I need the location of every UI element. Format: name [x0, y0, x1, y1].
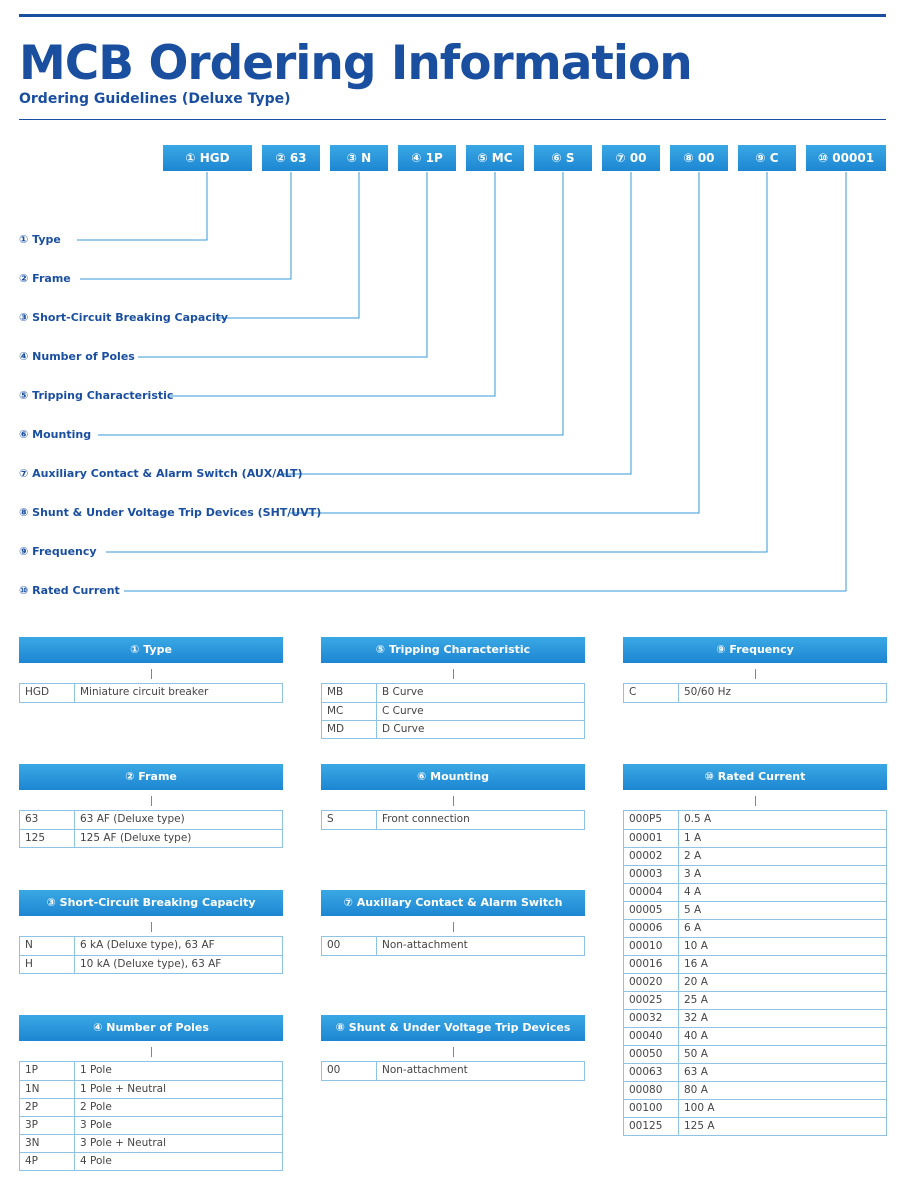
- table-cell-description: 100 A: [684, 1102, 715, 1114]
- table-cell-code: 00016: [624, 956, 679, 973]
- table-cell-description: 2 A: [684, 850, 702, 862]
- table-row: [20, 1134, 282, 1152]
- table-cell-description: 1 Pole + Neutral: [80, 1083, 167, 1095]
- table-cell-code: 00063: [624, 1064, 679, 1081]
- table-cell-description: 1 Pole: [80, 1064, 112, 1076]
- code-box-value: MC: [491, 151, 513, 165]
- table-row: [20, 1098, 282, 1116]
- table-cell-code: 00004: [624, 884, 679, 901]
- table-cell-description: 16 A: [684, 958, 708, 970]
- connector-frequency: [106, 172, 767, 552]
- field-label-frame: ② Frame: [19, 272, 71, 285]
- table-row: [624, 991, 886, 1009]
- table-row: [20, 829, 282, 847]
- connector-rated-current: [124, 172, 846, 591]
- table-body: [321, 1061, 585, 1081]
- table-cell-code: 1N: [20, 1081, 75, 1098]
- table-cell-code: 63: [20, 811, 75, 829]
- table-row: [624, 829, 886, 847]
- code-box-breaking: ③ N: [330, 145, 388, 171]
- table-body: [321, 810, 585, 830]
- table-cell-code: 00003: [624, 866, 679, 883]
- table-body: [623, 810, 887, 1136]
- table-cell-code: 00020: [624, 974, 679, 991]
- table-cell-description: C Curve: [382, 705, 424, 717]
- connector-breaking: [216, 172, 359, 318]
- table-header: ② Frame: [19, 764, 283, 790]
- table-cell-description: Non-attachment: [382, 1064, 468, 1076]
- table-cell-code: MC: [322, 703, 377, 720]
- table-row: [20, 684, 282, 702]
- code-box-value: 00: [629, 151, 647, 165]
- table-mounting: [321, 764, 585, 830]
- table-title: Number of Poles: [106, 1021, 209, 1034]
- table-cell-description: 5 A: [684, 904, 702, 916]
- table-tick-mark: [321, 790, 585, 810]
- table-cell-description: 125 AF (Deluxe type): [80, 832, 192, 844]
- table-row: [624, 1099, 886, 1117]
- table-cell-code: 00025: [624, 992, 679, 1009]
- table-cell-code: MB: [322, 684, 377, 702]
- table-cell-code: 00002: [624, 848, 679, 865]
- table-tick-mark: [321, 663, 585, 683]
- table-header: ⑩ Rated Current: [623, 764, 887, 790]
- table-cell-description: 3 Pole + Neutral: [80, 1137, 167, 1149]
- table-header: ⑦ Auxiliary Contact & Alarm Switch: [321, 890, 585, 916]
- connector-frame: [80, 172, 291, 279]
- table-row: [624, 1027, 886, 1045]
- code-box-value: S: [565, 151, 575, 165]
- table-tick-mark: [19, 916, 283, 936]
- table-cell-description: 50 A: [684, 1048, 708, 1060]
- table-row: [624, 847, 886, 865]
- code-box-tripping: ⑤ MC: [466, 145, 524, 171]
- table-title: Frame: [138, 770, 177, 783]
- table-cell-code: 00125: [624, 1118, 679, 1135]
- field-label-auxiliary: ⑦ Auxiliary Contact & Alarm Switch (AUX/ALT): [19, 467, 303, 480]
- code-box-frequency: ⑨ C: [738, 145, 796, 171]
- field-label-frequency: ⑨ Frequency: [19, 545, 97, 558]
- table-header: ④ Number of Poles: [19, 1015, 283, 1041]
- table-body: [321, 936, 585, 956]
- code-box-value: C: [769, 151, 779, 165]
- table-cell-description: 32 A: [684, 1012, 708, 1024]
- table-header: ⑨ Frequency: [623, 637, 887, 663]
- field-label-tripping: ⑤ Tripping Characteristic: [19, 389, 174, 402]
- code-box-type: ① HGD: [163, 145, 252, 171]
- table-cell-code: 00032: [624, 1010, 679, 1027]
- table-cell-description: 10 A: [684, 940, 708, 952]
- table-cell-code: 00080: [624, 1082, 679, 1099]
- table-tick-mark: [19, 790, 283, 810]
- table-title: Mounting: [430, 770, 490, 783]
- connector-tripping: [170, 172, 495, 396]
- table-header: ⑤ Tripping Characteristic: [321, 637, 585, 663]
- table-rated-current: [623, 764, 887, 1136]
- table-row: [322, 702, 584, 720]
- field-label-rated-current: ⑩ Rated Current: [19, 584, 120, 597]
- table-title: Tripping Characteristic: [388, 643, 531, 656]
- table-header: ⑧ Shunt & Under Voltage Trip Devices: [321, 1015, 585, 1041]
- table-title: Short-Circuit Breaking Capacity: [59, 896, 256, 909]
- table-auxiliary: [321, 890, 585, 956]
- table-row: [624, 1063, 886, 1081]
- table-row: [624, 865, 886, 883]
- table-cell-description: Non-attachment: [382, 939, 468, 951]
- page-title: MCB Ordering Information: [19, 36, 692, 91]
- table-cell-code: 00100: [624, 1100, 679, 1117]
- table-cell-description: 63 A: [684, 1066, 708, 1078]
- table-cell-code: MD: [322, 721, 377, 738]
- table-row: [20, 937, 282, 955]
- table-title: Auxiliary Contact & Alarm Switch: [356, 896, 563, 909]
- table-tick-mark: [623, 663, 887, 683]
- table-body: [623, 683, 887, 703]
- connector-poles: [138, 172, 427, 357]
- table-cell-code: 125: [20, 830, 75, 847]
- code-box-frame: ② 63: [262, 145, 320, 171]
- table-body: [19, 810, 283, 848]
- table-cell-description: 50/60 Hz: [684, 686, 732, 698]
- table-tick-mark: [321, 1041, 585, 1061]
- table-row: [322, 937, 584, 955]
- table-cell-description: 63 AF (Deluxe type): [80, 813, 185, 825]
- table-row: [624, 811, 886, 829]
- subtitle-rule: [19, 119, 886, 120]
- table-row: [20, 811, 282, 829]
- table-cell-description: 0.5 A: [684, 813, 712, 825]
- table-cell-code: 2P: [20, 1099, 75, 1116]
- table-cell-description: 1 A: [684, 832, 702, 844]
- table-cell-description: 20 A: [684, 976, 708, 988]
- field-label-type: ① Type: [19, 233, 61, 246]
- connector-shunt: [290, 172, 699, 513]
- table-row: [20, 1080, 282, 1098]
- table-cell-code: 00040: [624, 1028, 679, 1045]
- table-row: [322, 1062, 584, 1080]
- table-row: [624, 1009, 886, 1027]
- table-cell-code: N: [20, 937, 75, 955]
- table-cell-code: 00010: [624, 938, 679, 955]
- table-row: [624, 901, 886, 919]
- code-box-mounting: ⑥ S: [534, 145, 592, 171]
- table-cell-description: 10 kA (Deluxe type), 63 AF: [80, 958, 222, 970]
- table-frequency: [623, 637, 887, 703]
- table-row: [20, 1062, 282, 1080]
- table-cell-code: 00005: [624, 902, 679, 919]
- table-body: [19, 683, 283, 703]
- table-cell-code: 00: [322, 937, 377, 955]
- table-cell-code: 00050: [624, 1046, 679, 1063]
- table-shunt: [321, 1015, 585, 1081]
- table-row: [624, 684, 886, 702]
- table-cell-description: 25 A: [684, 994, 708, 1006]
- connector-type: [77, 172, 207, 240]
- table-tick-mark: [321, 916, 585, 936]
- table-cell-code: 1P: [20, 1062, 75, 1080]
- table-cell-code: 3P: [20, 1117, 75, 1134]
- table-row: [20, 1116, 282, 1134]
- table-poles: [19, 1015, 283, 1171]
- table-row: [322, 720, 584, 738]
- table-cell-description: 4 Pole: [80, 1155, 112, 1167]
- table-tripping: [321, 637, 585, 739]
- table-cell-description: 40 A: [684, 1030, 708, 1042]
- table-cell-description: 6 A: [684, 922, 702, 934]
- table-row: [624, 937, 886, 955]
- table-cell-code: 4P: [20, 1153, 75, 1170]
- table-cell-code: HGD: [20, 684, 75, 702]
- field-label-mounting: ⑥ Mounting: [19, 428, 92, 441]
- table-cell-description: 6 kA (Deluxe type), 63 AF: [80, 939, 215, 951]
- table-cell-description: 3 Pole: [80, 1119, 112, 1131]
- table-row: [624, 955, 886, 973]
- table-row: [20, 955, 282, 973]
- table-tick-mark: [19, 663, 283, 683]
- table-row: [322, 811, 584, 829]
- code-box-value: 00: [697, 151, 715, 165]
- table-cell-description: 3 A: [684, 868, 702, 880]
- code-box-auxiliary: ⑦ 00: [602, 145, 660, 171]
- table-frame: [19, 764, 283, 848]
- table-cell-code: 00001: [624, 830, 679, 847]
- code-box-rated-current: ⑩ 00001: [806, 145, 886, 171]
- table-row: [624, 883, 886, 901]
- code-box-value: 00001: [832, 151, 875, 165]
- field-label-breaking: ③ Short-Circuit Breaking Capacity: [19, 311, 229, 324]
- code-box-shunt: ⑧ 00: [670, 145, 728, 171]
- table-header: ① Type: [19, 637, 283, 663]
- table-title: Rated Current: [717, 770, 806, 783]
- code-box-value: HGD: [199, 151, 230, 165]
- table-header: ③ Short-Circuit Breaking Capacity: [19, 890, 283, 916]
- table-cell-code: H: [20, 956, 75, 973]
- code-box-poles: ④ 1P: [398, 145, 456, 171]
- table-row: [624, 1117, 886, 1135]
- table-title: Type: [143, 643, 172, 656]
- code-box-value: 63: [289, 151, 307, 165]
- table-row: [624, 1045, 886, 1063]
- table-cell-description: Front connection: [382, 813, 470, 825]
- table-row: [624, 919, 886, 937]
- table-row: [624, 1081, 886, 1099]
- table-body: [321, 683, 585, 739]
- table-body: [19, 1061, 283, 1171]
- field-label-poles: ④ Number of Poles: [19, 350, 135, 363]
- table-cell-description: B Curve: [382, 686, 424, 698]
- top-rule: [19, 14, 886, 17]
- table-cell-code: 00: [322, 1062, 377, 1080]
- table-header: ⑥ Mounting: [321, 764, 585, 790]
- page-subtitle: Ordering Guidelines (Deluxe Type): [19, 91, 291, 107]
- table-type: [19, 637, 283, 703]
- table-title: Shunt & Under Voltage Trip Devices: [348, 1021, 571, 1034]
- table-cell-code: 000P5: [624, 811, 679, 829]
- table-cell-description: D Curve: [382, 723, 425, 735]
- table-tick-mark: [623, 790, 887, 810]
- table-cell-code: C: [624, 684, 679, 702]
- table-body: [19, 936, 283, 974]
- table-row: [20, 1152, 282, 1170]
- connector-auxiliary: [278, 172, 631, 474]
- table-cell-code: 3N: [20, 1135, 75, 1152]
- table-tick-mark: [19, 1041, 283, 1061]
- table-cell-code: 00006: [624, 920, 679, 937]
- table-row: [322, 684, 584, 702]
- code-box-value: 1P: [425, 151, 443, 165]
- table-cell-description: Miniature circuit breaker: [80, 686, 209, 698]
- table-cell-description: 4 A: [684, 886, 702, 898]
- table-cell-description: 2 Pole: [80, 1101, 112, 1113]
- table-cell-description: 80 A: [684, 1084, 708, 1096]
- table-cell-description: 125 A: [684, 1120, 715, 1132]
- table-title: Frequency: [729, 643, 794, 656]
- table-row: [624, 973, 886, 991]
- table-cell-code: S: [322, 811, 377, 829]
- table-breaking: [19, 890, 283, 974]
- field-label-shunt: ⑧ Shunt & Under Voltage Trip Devices (SHT/UVT): [19, 506, 322, 519]
- code-box-value: N: [361, 151, 372, 165]
